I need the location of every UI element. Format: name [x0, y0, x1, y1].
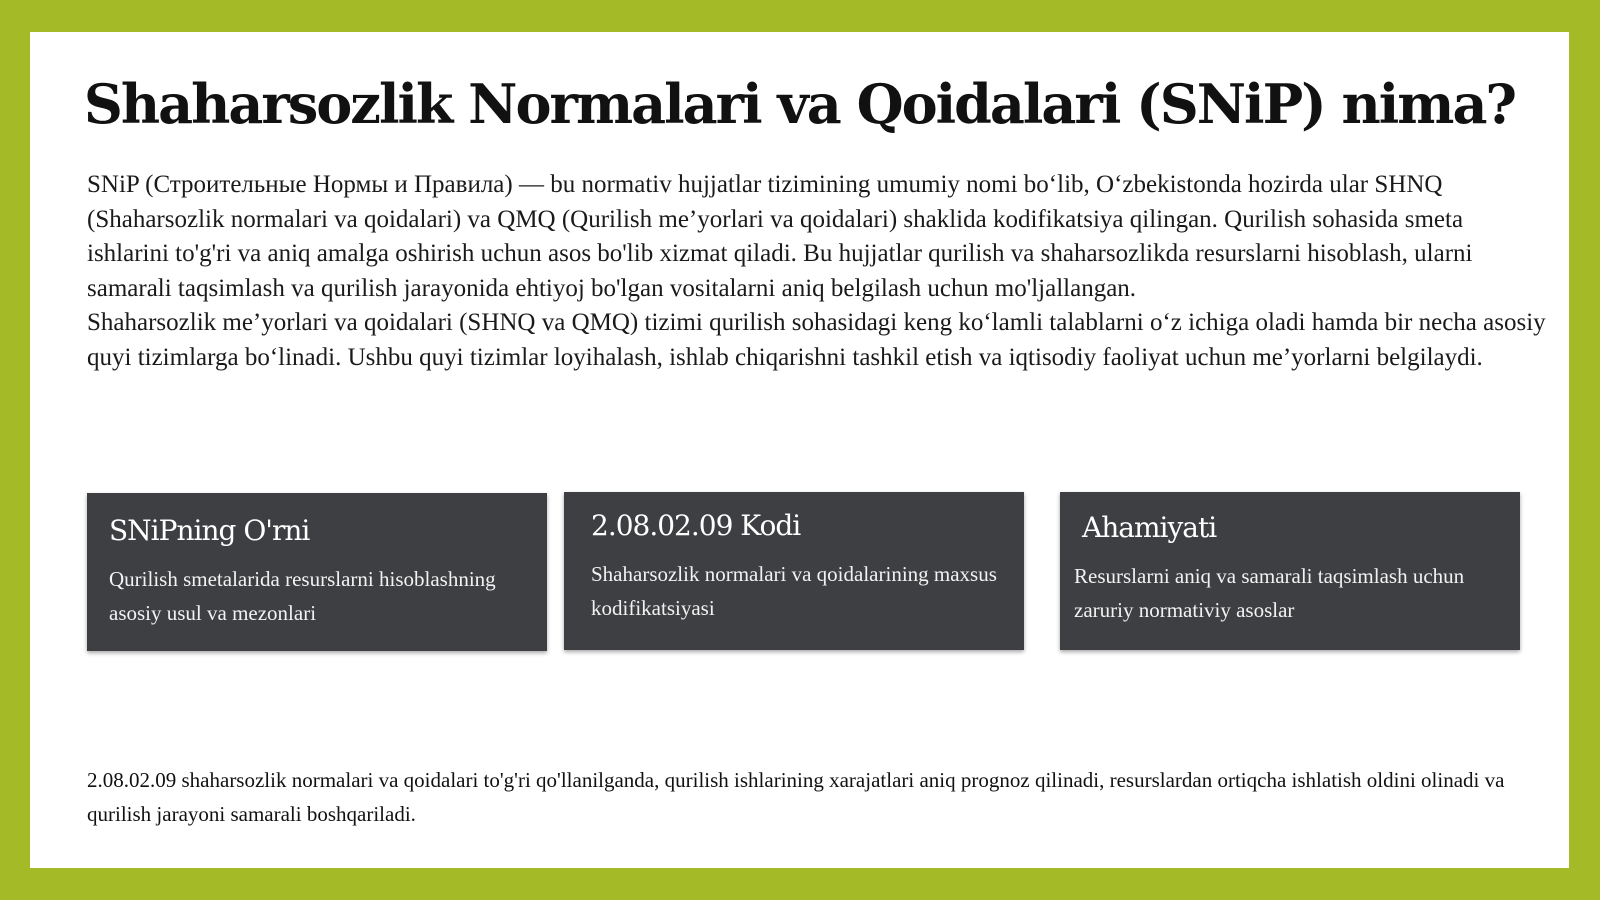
body-paragraph-2: Shaharsozlik me’yorlari va qoidalari (SHNQ va QMQ) tizimi qurilish sohasidagi keng ko‘lamli talablarni o‘z ichiga oladi hamda bir necha asosiy quyi tizimlarga bo‘linadi. Ushbu quyi tizimlar loyihalash, ishlab chiqarishni tashkil etish va iqtisodiy faoliyat uchun me’yorlarni belgilaydi.	[87, 309, 1546, 371]
card-title: 2.08.02.09 Kodi	[591, 509, 801, 542]
body-text	[87, 168, 1547, 375]
card-importance	[1060, 492, 1520, 650]
card-text: Shaharsozlik normalari va qoidalarining maxsus kodifikatsiyasi	[591, 562, 997, 620]
card-code	[564, 492, 1024, 650]
slide	[30, 32, 1569, 868]
card-title: SNiPning O'rni	[109, 514, 310, 547]
card-snip-role	[87, 493, 547, 651]
body-paragraph-1: SNiP (Строительные Нормы и Правила) — bu normativ hujjatlar tizimining umumiy nomi bo‘lib, O‘zbekistonda hozirda ular SHNQ (Shaharsozlik normalari va qoidalari) va QMQ (Qurilish me’yorlari va qoidalari) shaklida kodifikatsiya qilingan. Qurilish sohasida smeta ishlarini to'g'ri va aniq amalga oshirish uchun asos bo'lib xizmat qiladi. Bu hujjatlar qurilish va shaharsozlikda resurslarni hisoblash, ularni samarali taqsimlash va qurilish jarayonida ehtiyoj bo'lgan vositalarni aniq belgilash uchun mo'ljallangan.	[87, 171, 1473, 302]
slide-title: Shaharsozlik Normalari va Qoidalari (SNiP) nima?	[83, 72, 1516, 136]
footer-text: 2.08.02.09 shaharsozlik normalari va qoidalari to'g'ri qo'llanilganda, qurilish ishlarining xarajatlari aniq prognoz qilinadi, resurslardan ortiqcha ishlatish oldini olinadi va qurilish jarayoni samarali boshqariladi.	[87, 768, 1505, 826]
card-text: Qurilish smetalarida resurslarni hisoblashning asosiy usul va mezonlari	[109, 567, 496, 625]
card-title: Ahamiyati	[1082, 511, 1217, 544]
card-text: Resurslarni aniq va samarali taqsimlash uchun zaruriy normativiy asoslar	[1074, 564, 1465, 622]
